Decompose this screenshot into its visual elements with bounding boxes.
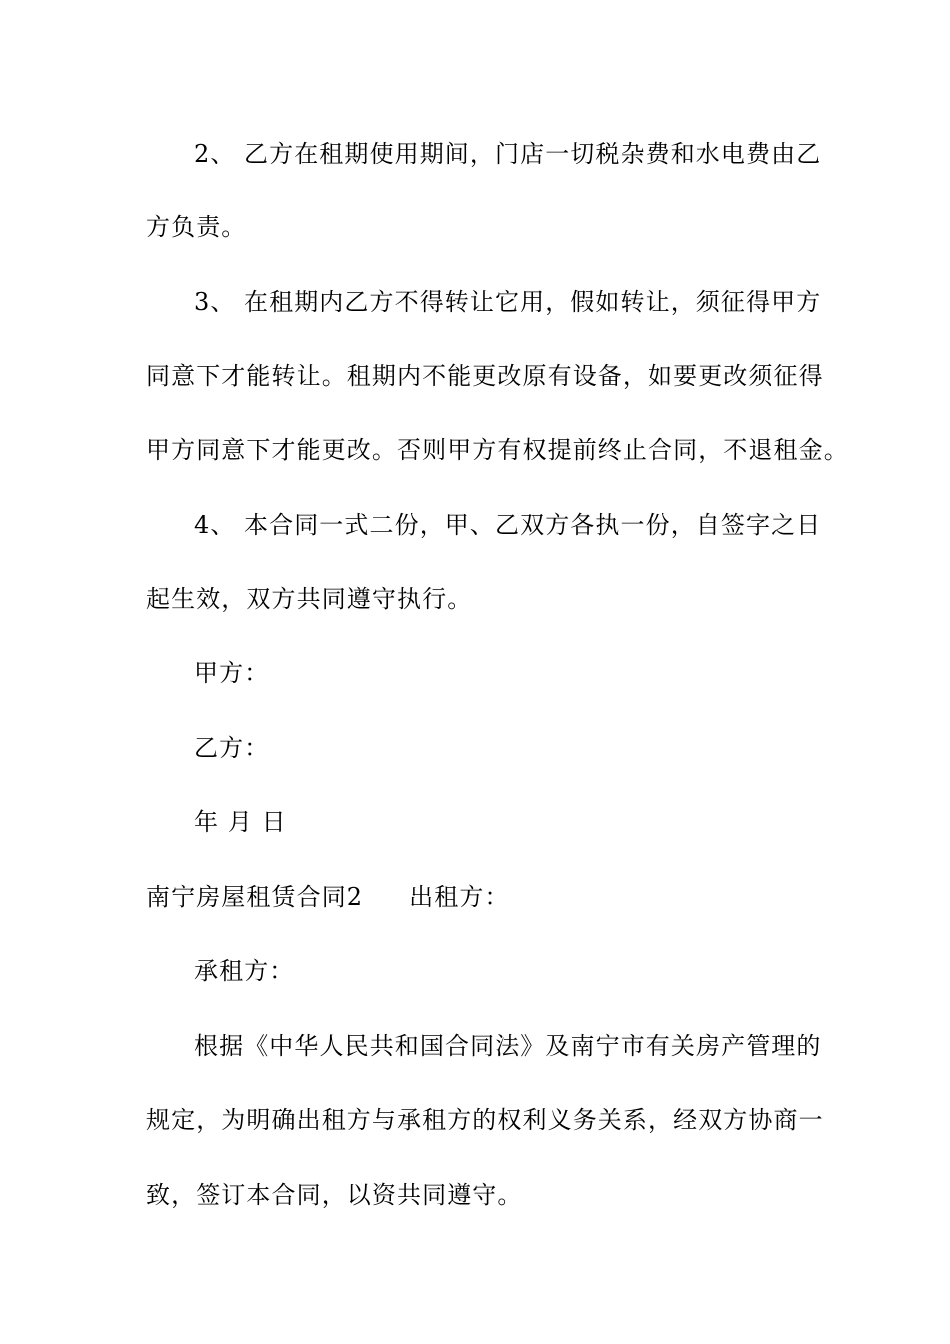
lessor-label: 出租方： bbox=[409, 883, 510, 911]
clause-4-number: 4、 bbox=[194, 511, 236, 539]
intro-line-3: 致，签订本合同，以资共同遵守。 bbox=[146, 1181, 523, 1209]
contract-2-heading bbox=[146, 882, 806, 912]
signature-date: 年 月 日 bbox=[194, 808, 287, 836]
clause-3-line-3: 甲方同意下才能更改。否则甲方有权提前终止合同，不退租金。 bbox=[146, 436, 849, 464]
clause-3-line-2: 同意下才能转让。租期内不能更改原有设备，如要更改须征得 bbox=[146, 362, 824, 390]
clause-3-line-1 bbox=[194, 287, 854, 317]
lessee-label: 承租方： bbox=[194, 957, 295, 985]
clause-2-text: 乙方在租期使用期间，门店一切税杂费和水电费由乙 bbox=[244, 140, 822, 168]
clause-2-line-1 bbox=[194, 139, 854, 169]
clause-3-text: 在租期内乙方不得转让它用，假如转让，须征得甲方 bbox=[244, 288, 822, 316]
clause-2-number: 2、 bbox=[194, 140, 236, 168]
clause-4-line-1 bbox=[194, 510, 854, 540]
clause-3-number: 3、 bbox=[194, 288, 236, 316]
clause-4-line-2: 起生效，双方共同遵守执行。 bbox=[146, 585, 473, 613]
clause-4-text: 本合同一式二份，甲、乙双方各执一份，自签字之日 bbox=[244, 511, 822, 539]
intro-line-1: 根据《中华人民共和国合同法》及南宁市有关房产管理的 bbox=[194, 1032, 822, 1060]
party-b-signature: 乙方： bbox=[194, 734, 270, 762]
clause-2-line-2: 方负责。 bbox=[146, 213, 247, 241]
contract-2-title: 南宁房屋租赁合同2 bbox=[146, 883, 364, 911]
party-a-signature: 甲方： bbox=[194, 659, 270, 687]
intro-line-2: 规定，为明确出租方与承租方的权利义务关系，经双方协商一 bbox=[146, 1106, 824, 1134]
